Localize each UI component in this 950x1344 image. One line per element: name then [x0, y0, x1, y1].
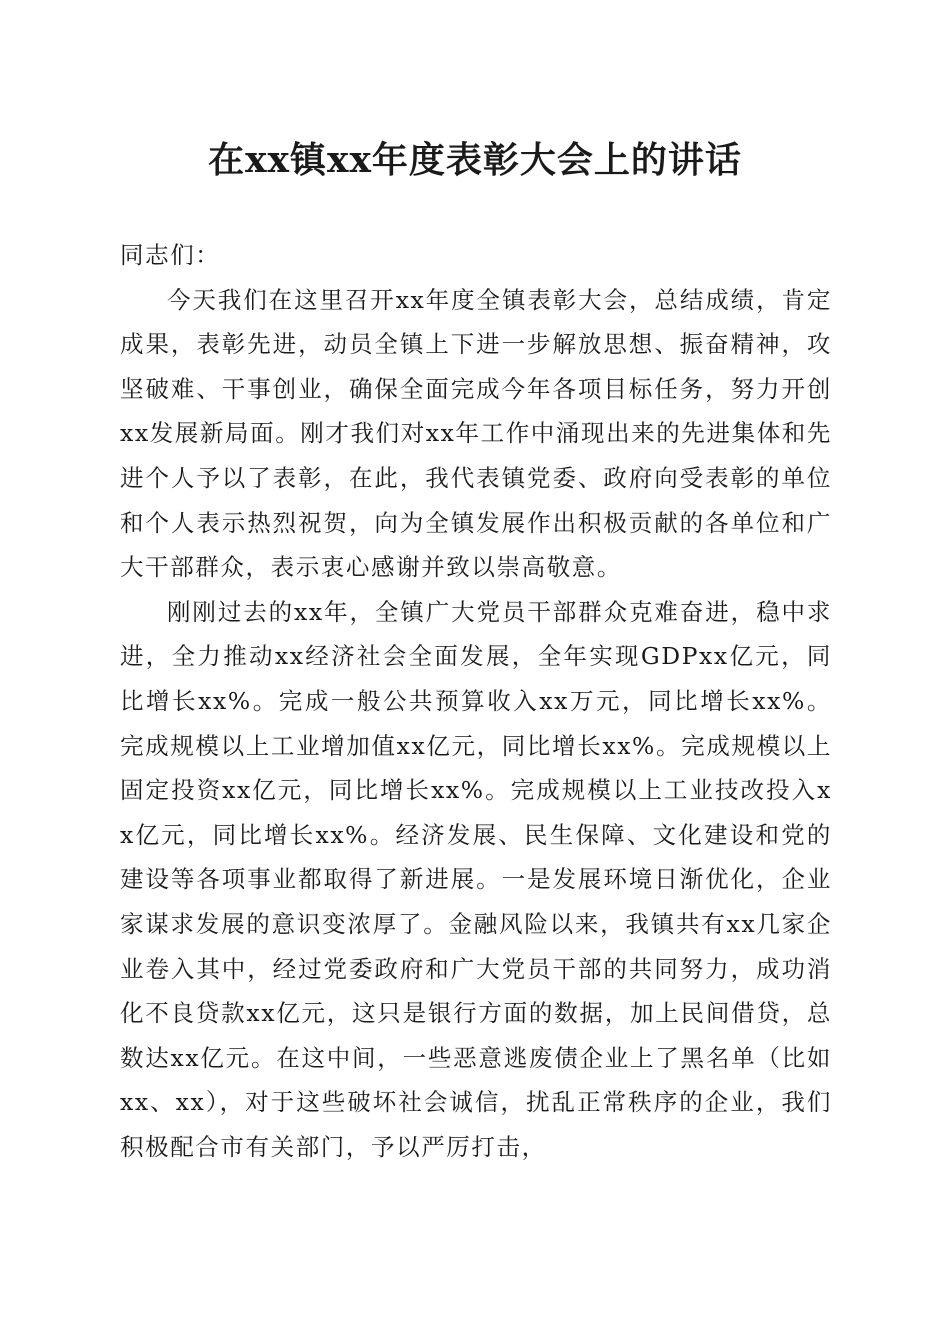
- paragraph-achievements: 刚刚过去的xx年，全镇广大党员干部群众克难奋进，稳中求进，全力推动xx经济社会全面发展，全年实现GDPxx亿元，同比增长xx%。完成一般公共预算收入xx万元，同比增长xx%。完成规模以上工业增加值xx亿元，同比增长xx%。完成规模以上固定投资xx亿元，同比增长xx%。完成规模以上工业技改投入xx亿元，同比增长xx%。经济发展、民生保障、文化建设和党的建设等各项事业都取得了新进展。一是发展环境日渐优化，企业家谋求发展的意识变浓厚了。金融风险以来，我镇共有xx几家企业卷入其中，经过党委政府和广大党员干部的共同努力，成功消化不良贷款xx亿元，这只是银行方面的数据，加上民间借贷，总数达xx亿元。在这中间，一些恶意逃废债企业上了黑名单（比如xx、xx），对于这些破坏社会诚信，扰乱正常秩序的企业，我们积极配合市有关部门，予以严厉打击，: [120, 597, 832, 1161]
- paragraph-opening: 今天我们在这里召开xx年度全镇表彰大会，总结成绩，肯定成果，表彰先进，动员全镇上下进一步解放思想、振奋精神，攻坚破难、干事创业，确保全面完成今年各项目标任务，努力开创xx发展新局面。刚才我们对xx年工作中涌现出来的先进集体和先进个人予以了表彰，在此，我代表镇党委、政府向受表彰的单位和个人表示热烈祝贺，向为全镇发展作出积极贡献的各单位和广大干部群众，表示衷心感谢并致以崇高敬意。: [120, 285, 833, 582]
- document-body: [120, 233, 832, 1169]
- document-title: 在xx镇xx年度表彰大会上的讲话: [208, 139, 742, 181]
- salutation: 同志们：: [120, 241, 221, 269]
